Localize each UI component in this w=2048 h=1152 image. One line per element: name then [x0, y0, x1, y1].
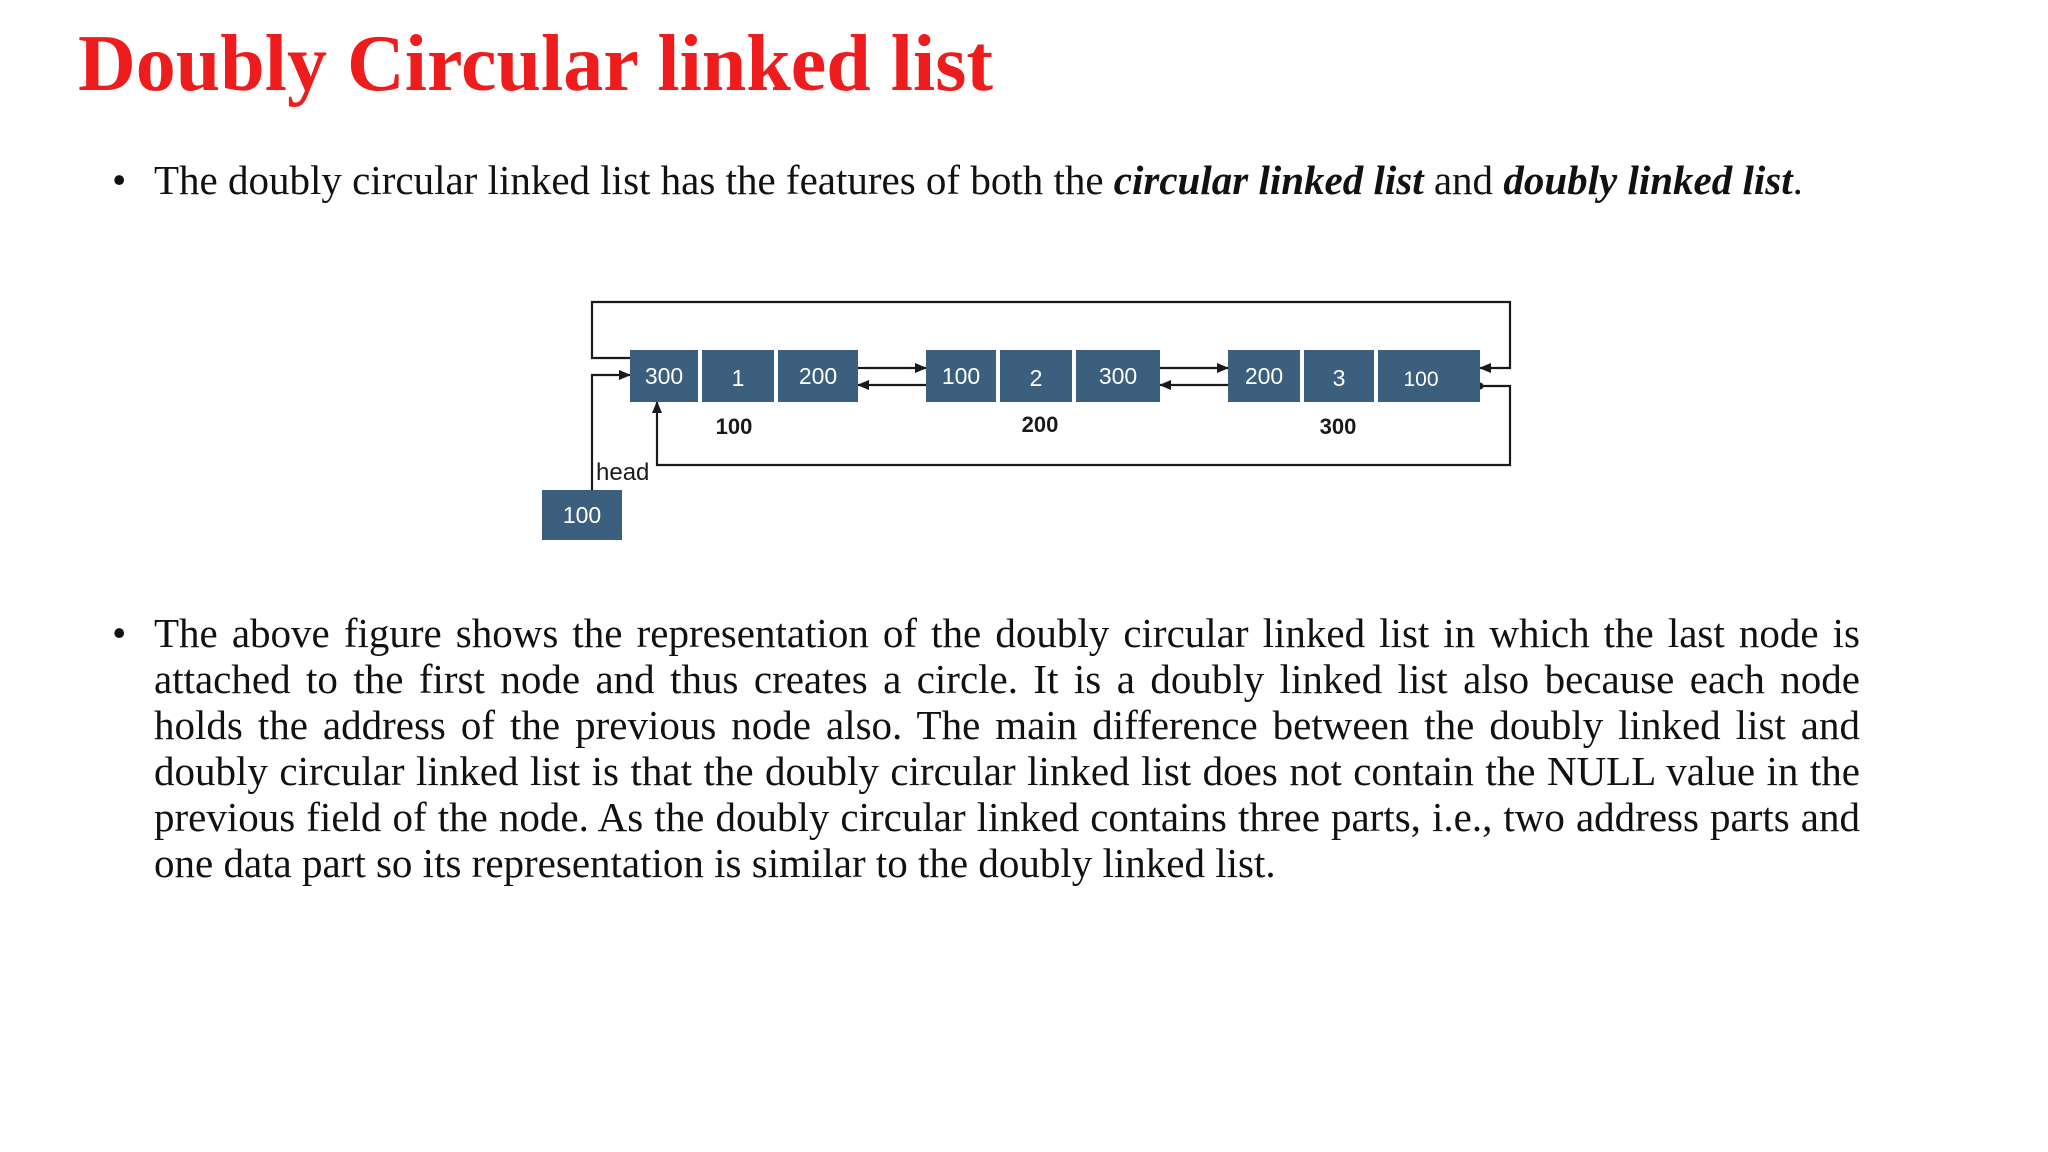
node-data-value: 1: [731, 365, 745, 391]
node-prev-value: 100: [941, 363, 981, 389]
node-address-label: 300: [1319, 414, 1357, 439]
bullet-text: [154, 610, 1860, 886]
head-label: head: [596, 459, 650, 486]
node-address-label: 200: [1021, 412, 1059, 437]
node-data-value: 2: [1029, 365, 1043, 391]
node-3: [1228, 350, 1480, 439]
head-value: 100: [562, 502, 602, 528]
head-box: [542, 490, 622, 540]
node-data-value: 3: [1332, 365, 1346, 391]
node-prev-value: 200: [1244, 363, 1284, 389]
bullet-item-features: [112, 157, 1860, 203]
node-2: [926, 350, 1160, 437]
bullet-dot: •: [112, 610, 127, 656]
node-address-label: 100: [715, 414, 753, 439]
bullet-text: [154, 157, 1860, 203]
page-title: Doubly Circular linked list: [78, 20, 993, 108]
emphasis-doubly-linked-list: doubly linked list: [1503, 157, 1793, 203]
node-next-value: 300: [1098, 363, 1138, 389]
text-segment: and: [1423, 157, 1504, 203]
emphasis-circular-linked-list: circular linked list: [1113, 157, 1424, 203]
node-next-value: 100: [1403, 368, 1439, 391]
text-segment: The doubly circular linked list has the features of both the: [154, 157, 1114, 203]
doubly-circular-linked-list-diagram: [520, 290, 1520, 550]
text-segment: .: [1792, 157, 1803, 203]
node-1: [630, 350, 858, 439]
bullet-item-description: [112, 610, 1860, 886]
bullet-dot: •: [112, 157, 127, 203]
node-next-value: 200: [798, 363, 838, 389]
text-segment: The above figure shows the representation of the doubly circular linked list in which the last node is attached to the first node and thus creates a circle. It is a doubly linked list also because each node holds the address of the previous node also. The main difference between the doubly linked list and doubly circular linked list is that the doubly circular linked list does not contain the NULL value in the previous field of the node. As the doubly circular linked contains three parts, i.e., two address parts and one data part so its representation is similar to the doubly linked list.: [154, 610, 1860, 886]
node-prev-value: 300: [644, 363, 684, 389]
